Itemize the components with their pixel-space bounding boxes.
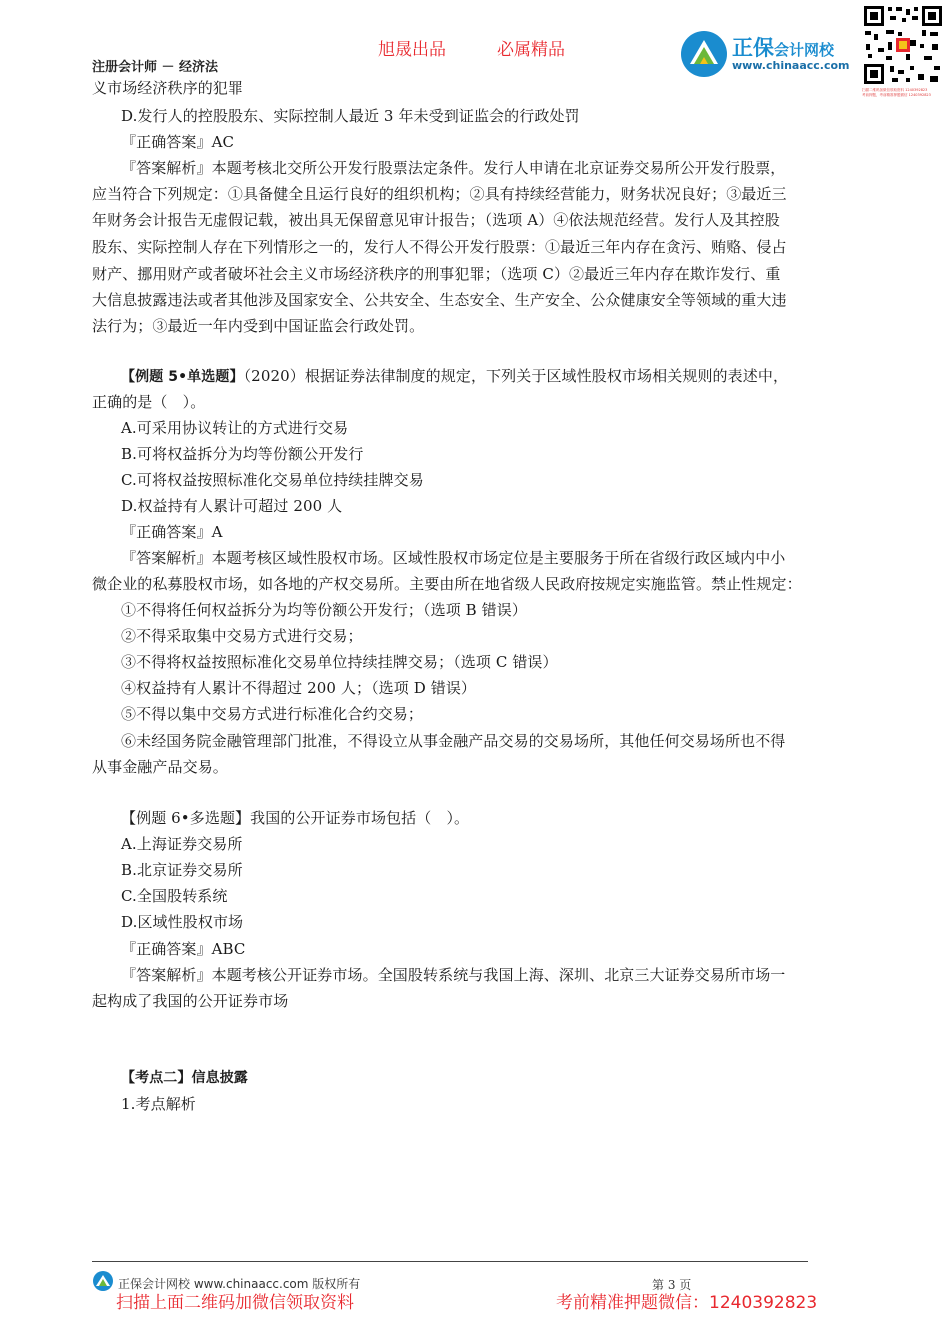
correct-answer: 『正确答案』AC [121,133,235,151]
option-d: D.区域性股权市场 [121,913,244,931]
brand-logo-icon [680,28,732,80]
footer-logo-icon [92,1270,114,1296]
qr-code [862,4,944,86]
text-line: 财产、挪用财产或者破坏社会主义市场经济秩序的刑事犯罪；（选项 C）②最近三年内存在欺诈发行、重 [92,265,781,283]
option-d: D.权益持有人累计可超过 200 人 [121,497,343,515]
correct-answer: 『正确答案』A [121,523,223,541]
list-item: ⑤不得以集中交易方式进行标准化合约交易； [121,705,424,723]
question-5-title: 【例题 5•单选题】（2020）根据证券法律制度的规定，下列关于区域性股权市场相关规则的表述中， [121,367,789,385]
option-c: C.全国股转系统 [121,887,228,905]
subsection-heading: 1.考点解析 [121,1095,196,1113]
option-b: B.北京证券交易所 [121,861,243,879]
answer-analysis: 『答案解析』本题考核公开证券市场。全国股转系统与我国上海、深圳、北京三大证券交易所市场一 [121,966,786,984]
question-6-title: 【例题 6•多选题】我国的公开证券市场包括（ ）。 [121,809,470,827]
promo-left: 旭晟出品 [378,40,446,60]
list-item: ①不得将任何权益拆分为均等份额公开发行；（选项 B 错误） [121,601,527,619]
footer-promo-left: 扫描上面二维码加微信领取资料 [116,1293,354,1313]
page-number: 第 3 页 [652,1278,692,1292]
brand-name: 正保会计网校 [732,36,835,60]
text-line: 起构成了我国的公开证券市场 [92,992,289,1010]
qr-code-icon [862,4,944,86]
text-line: 法行为；③最近一年内受到中国证监会行政处罚。 [92,317,425,335]
list-item: ⑥未经国务院金融管理部门批准，不得设立从事金融产品交易的交易场所，其他任何交易场所也不得 [121,732,786,750]
option-d: D.发行人的控股股东、实际控制人最近 3 年未受到证监会的行政处罚 [121,107,580,125]
option-a: A.上海证券交易所 [121,835,243,853]
text-line: 年财务会计报告无虚假记载，被出具无保留意见审计报告；（选项 A）④依法规范经营。发行人及其控股 [92,211,780,229]
option-a: A.可采用协议转让的方式进行交易 [121,419,349,437]
text-line: 股东、实际控制人存在下列情形之一的，发行人不得公开发行股票：①最近三年内存在贪污、贿赂、侵占 [92,238,787,256]
text-line: 从事金融产品交易。 [92,758,228,776]
footer-divider [92,1261,808,1262]
option-c: C.可将权益按照标准化交易单位持续挂牌交易 [121,471,424,489]
correct-answer: 『正确答案』ABC [121,940,246,958]
answer-analysis: 『答案解析』本题考核北交所公开发行股票法定条件。发行人申请在北京证券交易所公开发行股票， [121,159,786,177]
subject-title: 注册会计师 － 经济法 [92,60,219,75]
qr-note: 扫描二维码加微信领取资料 1240392823 考前押题，考前精准押题微信 1240392823 [862,88,931,97]
text-line: 义市场经济秩序的犯罪 [92,79,244,97]
promo-right: 必属精品 [497,40,565,60]
answer-analysis: 『答案解析』本题考核区域性股权市场。区域性股权市场定位是主要服务于所在省级行政区域内中小 [121,549,786,567]
list-item: ④权益持有人累计不得超过 200 人；（选项 D 错误） [121,679,477,697]
list-item: ②不得采取集中交易方式进行交易； [121,627,363,645]
list-item: ③不得将权益按照标准化交易单位持续挂牌交易；（选项 C 错误） [121,653,558,671]
footer-promo-right: 考前精准押题微信：1240392823 [556,1293,818,1313]
text-line: 应当符合下列规定：①具备健全且运行良好的组织机构；②具有持续经营能力，财务状况良好；③最近三 [92,185,787,203]
brand-url[interactable]: www.chinaacc.com [732,59,850,72]
section-heading: 【考点二】信息披露 [121,1070,248,1086]
question-5-tag: 【例题 5•单选题】 [121,369,244,385]
text-line: 大信息披露违法或者其他涉及国家安全、公共安全、生态安全、生产安全、公众健康安全等领域的重大违 [92,291,787,309]
footer-copyright: 正保会计网校 www.chinaacc.com 版权所有 [118,1277,361,1291]
text-line: 正确的是（ ）。 [92,393,206,411]
text-line: 微企业的私募股权市场，如各地的产权交易所。主要由所在地省级人民政府按规定实施监管。禁止性规定： [92,575,802,593]
option-b: B.可将权益拆分为均等份额公开发行 [121,445,364,463]
